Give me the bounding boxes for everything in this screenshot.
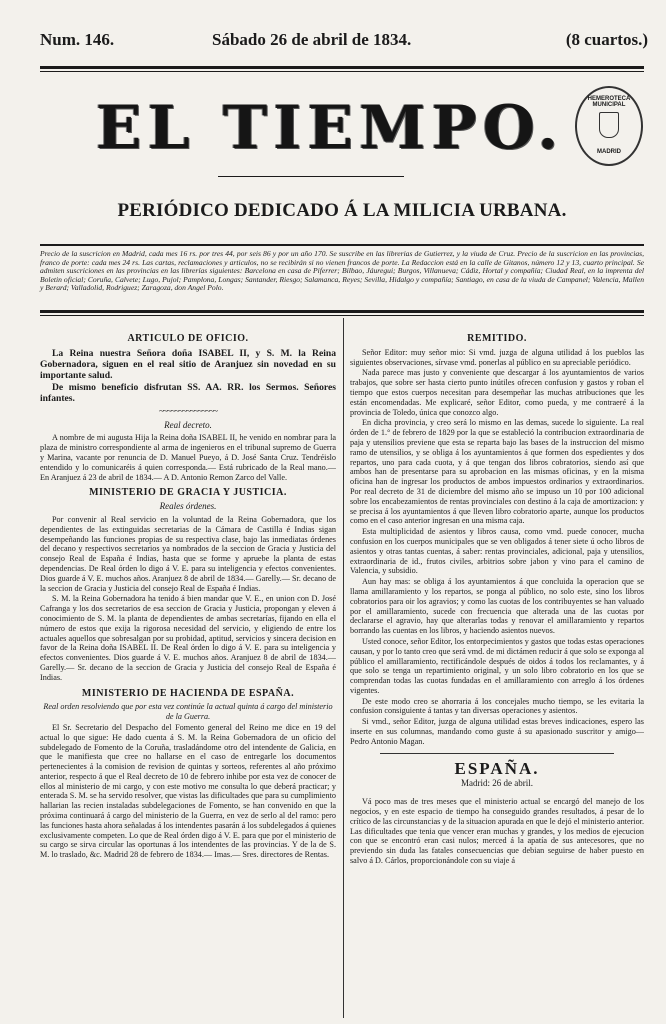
issue-date: Sábado 26 de abril de 1834.	[212, 30, 412, 49]
official-article-heading: ARTICULO DE OFICIO.	[127, 333, 249, 344]
right-column	[350, 328, 644, 1008]
letter-heading: REMITIDO.	[467, 333, 527, 344]
subscription-notice: Precio de la suscricion en Madrid, cada mes 16 rs. por tres 44, por seis 86 y por un año 170. Se suscribe en las librerias de Gutierrez, y la viuda de Cruz. Precio de la suscricion en las provincias, franco de porte: cada mes 24 rs. Las cartas, reclamaciones y articulos, no se recibirán si no vienen francos de porte. La Redaccion está en la calle de Gitanos, número 12 y 13, cuarto principal. Se admiten suscriciones en las provincias en las librerías siguientes: Barcelona en casa de Piferrer; Bilbao, Jáuregui; Burgos, Villanueva; Cádiz, Hortal y compañía; Ciudad Real, en la imprenta del Boletin oficial; Coruña, Calvete; Lugo, Pujol; Pamplona, Longas; Santander, Riesgo; Salamanca, Reyes; Sevilla, Hidalgo y compañía; Santiago, en casa de la viuda de Campanel; Valencia, Mallen y Berard; Valladolid, Rodriguez; Zaragoza, don Angel Polo.	[40, 249, 644, 293]
letter-paragraph-7: De este modo creo se ahorraria á los concejales mucho tiempo, se les evitaria la confusion consiguiente á tantas y tan diversas operaciones y asientos.	[350, 696, 644, 716]
issue-price: (8 cuartos.)	[565, 30, 648, 49]
column-divider	[343, 318, 344, 1018]
issue-number: Num. 146.	[40, 30, 115, 49]
decree-heading: Real decreto.	[164, 419, 212, 430]
letter-signoff: Si vmd., señor Editor, juzga de alguna utilidad estas breves indicaciones, espero las inserte en sus columnas, mandando como guste á su apasionado suscritor y amigo— Pedro Antonio Magan.	[350, 717, 644, 746]
notice-top-rule	[40, 244, 644, 246]
coat-of-arms-icon	[599, 112, 619, 138]
ornament-divider: ~~~~~~~~~~~~~~~	[158, 405, 218, 416]
quinta-order-heading: Real orden resolviendo que por esta vez continúe la actual quinta á cargo del ministerio de la Guerra.	[43, 702, 333, 722]
justice-ministry-heading: MINISTERIO DE GRACIA Y JUSTICIA.	[89, 487, 287, 499]
notice-bottom-rule	[40, 310, 644, 313]
spain-section-heading: ESPAÑA.	[454, 758, 540, 778]
decree-text: A nombre de mi augusta Hija la Reina doña ISABEL II, he venido en nombrar para la plaza de ministro correspondiente al arma de ingenieros en el tribunal supremo de Guerra y Marina, vacante por renuncia de D. Manuel Pueyo, á D. José Santa Cruz. Tendréislo entendido y lo comunicaréis á quien corresponda.— Está rubricado de la Real mano.— En Aranjuez á 23 de abril de 1834.— A D. Antonio Remon Zarco del Valle.	[40, 433, 336, 482]
letter-paragraph-6: Usted conoce, señor Editor, los entorpecimientos y gastos que todas estas operaciones causan, y por lo tanto creo que será vmd. de mi dictámen reducir á que solo se exponga al público el amillaramiento, rectificándole después de oidos á todos los reclamantes, y á que solo se tenga un repartimiento original, y un solo libro cobratorio en los que se comprendan todas las cuotas fundadas en el amillaramiento con arreglo á los órdenes vigentes.	[350, 636, 644, 695]
masthead-title: EL TIEMPO.	[95, 93, 565, 163]
paper-subtitle: PERIÓDICO DEDICADO Á LA MILICIA URBANA.	[117, 200, 567, 221]
quinta-order-text: El Sr. Secretario del Despacho del Fomento general del Reino me dice en 19 del actual lo que sigue: He dado cuenta á S. M. la Reina Gobernadora de un oficio del subdelegado de Fomento de la Coruña, trasladándome otro del intendente de Galicia, en que le manifiesta que cree no hallarse en el caso de entregarle los documentos pertenecientes á la comision de revision de quintas y sorteos, referentes al año próximo anterior, respecto á que el Real decreto de 10 de febrero inhibe por esta vez de conocer de ellos al ministerio de mi cargo, y con este motivo me consulta lo que deberá practicar; y enterada S. M. se ha servido resolver, que vistas las dificultades que para su cumplimiento hallarian las recien instaladas subdelegaciones de Fomento, se han convenido en que la próxima continuará á cargo del ministerio de la Guerra, en vez de serlo al del ramo: pero las funciones hasta ahora señaladas á los intendentes pasarán á los subdelegados á quienes exclusivamente competen. Lo que de Real órden digo á V. E. para que por el ministerio de su cargo se sirva circular las oportunas á los intendentes de las provincias. Y de la de S. M. lo traslado, &c. Madrid 28 de febrero de 1834.— Imas.— Sres. directores de Rentas.	[40, 722, 336, 860]
order-paragraph-2: S. M. la Reina Gobernadora ha tenido á bien mandar que V. E., en union con D. José Cafranga y los dos secretarios de esa seccion de Gracia y Justicia, propongan y eleven á conocimiento de S. M. la planta de dependientes de ambas secretarías, fijando en ella el número de estos que exija la rigorosa necesidad del servicio, y eligiendo de entre los actuales aquellos que sobresalgan por su probidad, aptitud, servicios y sincera decision en favor de la Reina doña ISABEL II. De Real órden lo digo á V. E. para su inteligencia y efectos convenientes. Dios guarde á V. E. muchos años. Aranjuez 8 de abril de 1834.— Garelly.— Sr. decano de la seccion de Gracia y Justicia del consejo Real de España é Indias.	[40, 594, 336, 682]
left-column	[40, 328, 336, 1008]
letter-paragraph-1: Señor Editor: muy señor mio: Si vmd. juzga de alguna utilidad á los pueblos las siguientes observaciones, sírvase vmd. ponerlas al público en su apreciable periódico.	[350, 347, 644, 367]
spain-article-text: Vá poco mas de tres meses que el ministerio actual se encargó del manejo de los negocios, y en este espacio de tiempo ha conseguido grandes resultados, á pesar de lo crítico de las circunstancias y de la situacion apurada en que le dejó el ministerio anterior. Las dificultades que tenia que vencer eran muchas y grandes, y los medios de ejecucion con que se encontró eran casi nulos; merced á la apatía de sus antecesores, que no previendo sin duda las fatales consecuencias que debian seguirse de haber puesto en salvo á D. Cárlos, proporcionándole con su viaje á	[350, 797, 644, 866]
finance-ministry-heading: MINISTERIO DE HACIENDA DE ESPAÑA.	[81, 687, 295, 699]
stamp-bottom-text: MADRID	[597, 149, 621, 155]
royal-orders-heading: Reales órdenes.	[159, 501, 217, 512]
notice-bottom-rule-thin	[40, 315, 644, 316]
library-stamp	[575, 86, 643, 166]
letter-paragraph-3: En dicha provincia, y creo será lo mismo en las demas, sucede lo siguiente. La real órden de 1.° de febrero de 1829 por la que se estableció la contribucion extraordinaria de paja y utensilios previene que esta se reparta bajo las bases de la instruccion del mismo ramo de utensilios, y se obliga á los ayuntamientos á que formen dos espedientes y dos repartos, uno para cada cuota, y á que tengan dos libros cobratorios, siendo así que ambos han de presentarse para su aprobacion en las mismas oficinas, y en la misma oficina han de ingresar los productos de ambos impuestos ordinarios y extraordinarios. Por real decreto de 31 de diciembre del mismo año se impuso un 10 por 100 adicional sobre los encabezamientos de rentas provinciales con destino á la caja de amortizacion: y se precisa á los ayuntamientos á que lleven libro cobratorio aparte, aunque los productos como en el caso anterior ingresan en una misma caja.	[350, 418, 644, 526]
header-rule-thin	[40, 71, 644, 72]
infantes-notice: De mismo beneficio disfrutan SS. AA. RR. los Sermos. Señores infantes.	[40, 381, 336, 404]
madrid-dateline: Madrid: 26 de abril.	[461, 778, 533, 789]
header-rule	[40, 66, 644, 69]
order-paragraph-1: Por convenir al Real servicio en la voluntad de la Reina Gobernadora, que los dependientes de las extinguidas secretarias de la Cámara de Castilla é Indias sigan desempeñando las funciones propias de su respectiva clase, bajo las inmediatas órdenes del decano y respectivos secretarios ya nombrados de la seccion de Gracia y Justicia del consejo Real de España é Indias, hasta que se forme y apruebe la planta de estas dependencias. De Real órden lo digo á V. E. para su inteligencia y efectos convenientes. Dios guarde á V. E. muchos años. Aranjuez 8 de abril de 1834.— Garelly.— Sr. decano de la seccion de Gracia y Justicia del consejo Real de España é Indias.	[40, 514, 336, 593]
letter-paragraph-4: Esta multiplicidad de asientos y libros causa, como vmd. puede conocer, mucha confusion en los cuerpos municipales que se ven obligados á tener siete ú ocho libros de asientos y otras tantas cuentas, á saber: rentas provinciales, adicional, paja y utensilios, extraordinaria de id., frutos civiles, arbitrios sobre jabon y vino para el camino de Valencia, y subsidio.	[350, 527, 644, 576]
title-underline	[218, 176, 404, 177]
letter-paragraph-5: Aun hay mas: se obliga á los ayuntamientos á que concluida la operacion que se llama amillaramiento y los repartos, se ponga al público, no solo este, sino los libros cobratorios para oir los agravios; y como las cuotas de los contribuyentes se han valuado por el amillaramiento, sucede con frecuencia que alterada una de las cuotas por declararse el agravio, hay que alterarlas todas y renovar el amillaramiento y repartos borrando las cuentas en los libros, y haciendo asientos nuevos.	[350, 577, 644, 636]
stamp-top-text: HEMEROTECA MUNICIPAL	[587, 96, 631, 108]
issue-header	[40, 30, 648, 54]
royal-health-notice: La Reina nuestra Señora doña ISABEL II, y S. M. la Reina Gobernadora, siguen en el real sitio de Aranjuez sin novedad en su importante salud.	[40, 347, 336, 381]
letter-paragraph-2: Nada parece mas justo y conveniente que descargar á los ayuntamientos de varios trabajos, que sobre ser hasta cierto punto inútiles ofrecen confusion y gastos y roban el tiempo que estos cuerpos necesitan para desempeñar las muchas atribuciones que les están encomendadas. Me explicaré, señor Editor, como pueda, y me contraeré á la provincia de Toledo, única que conozco algo.	[350, 368, 644, 417]
section-divider	[380, 753, 614, 754]
